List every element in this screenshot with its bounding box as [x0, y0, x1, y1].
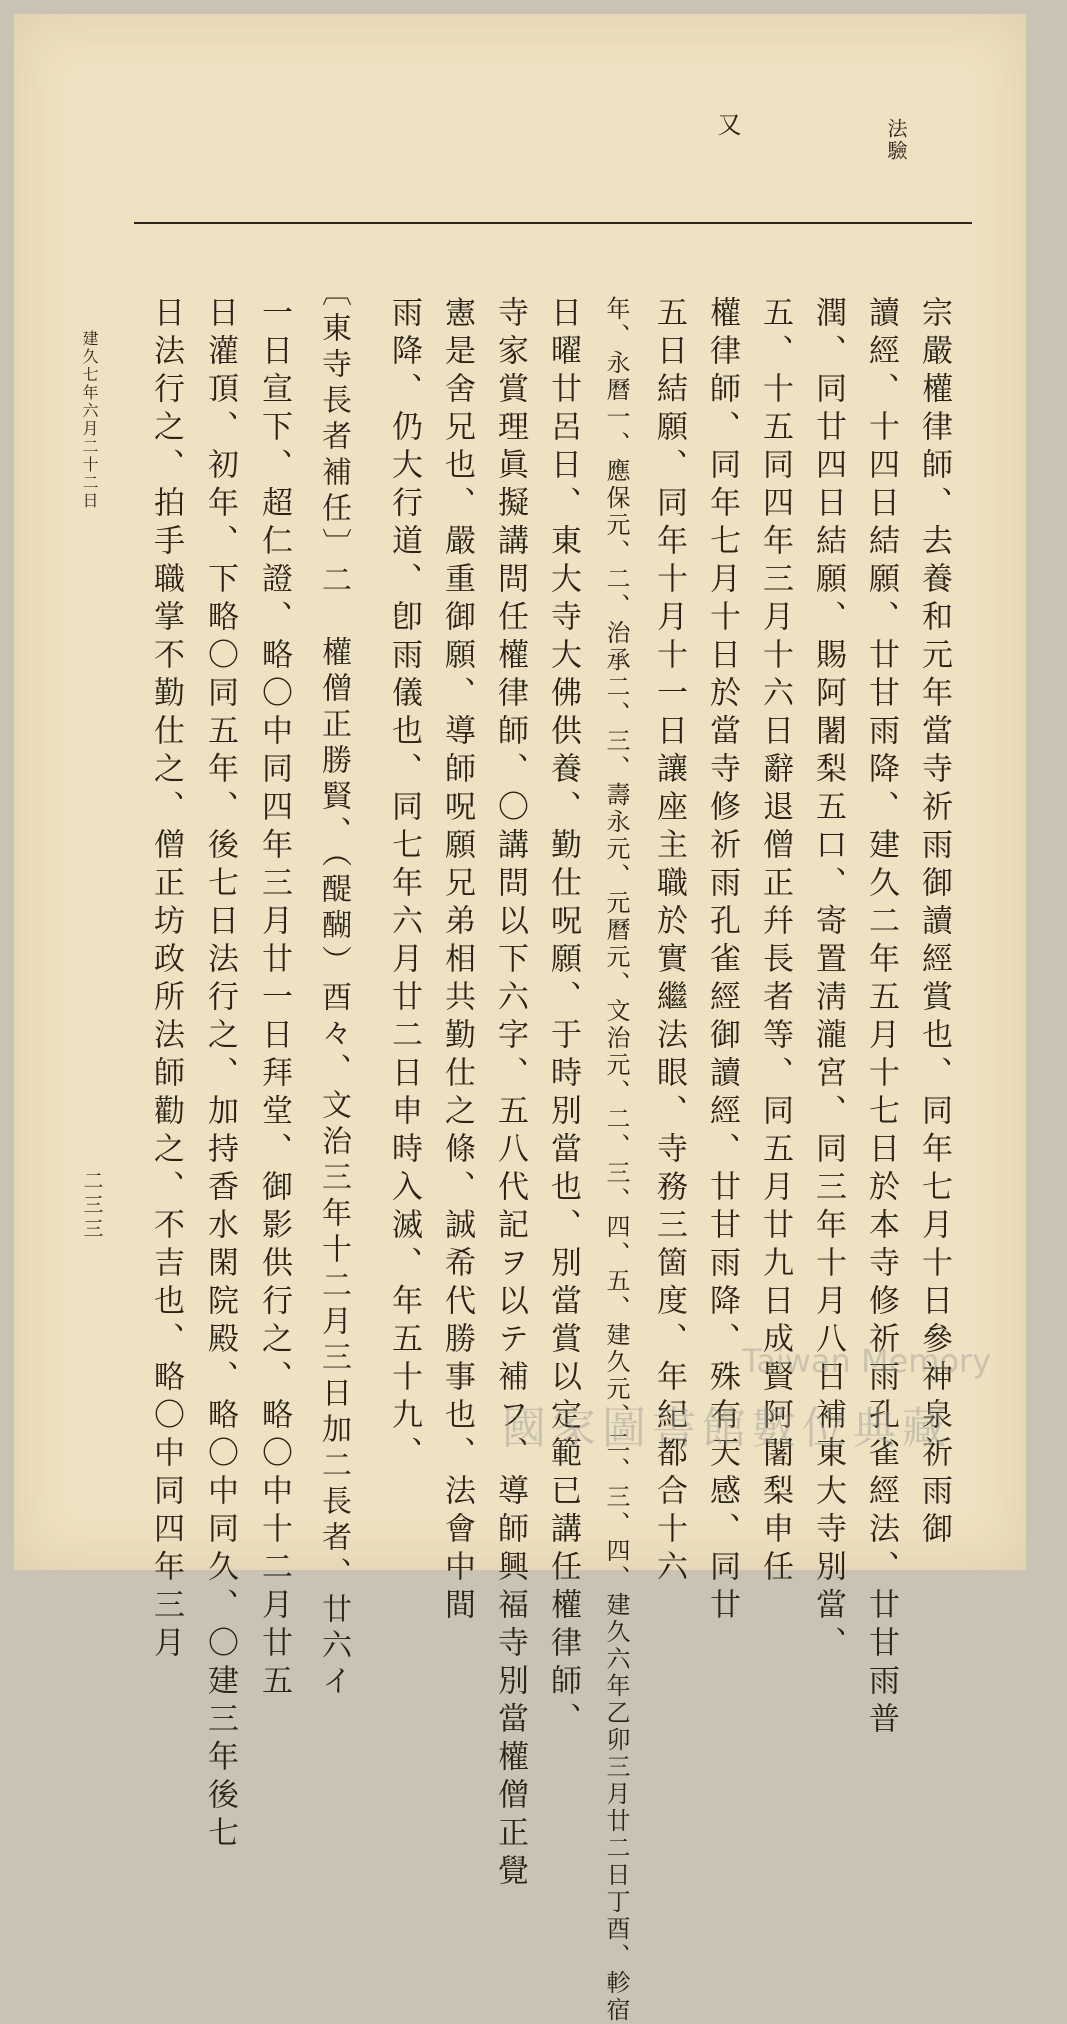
document-page [14, 14, 1026, 2024]
text-column: 憲是舍兄也、嚴重御願、導師呪願兄弟相共勤仕之條、誠希代勝事也、法會中間 [439, 296, 475, 1626]
text-column: 日灌頂、初年、下略〇同五年、後七日法行之、加持香水閑院殿、略〇中同久、〇建三年後七 [202, 296, 238, 1854]
text-column: 宗嚴權律師、去養和元年當寺祈雨御讀經賞也、同年七月十日參神泉祈雨御 [916, 296, 952, 1550]
text-column: 讀經、十四日結願、廿甘雨降、建久二年五月十七日於本寺修祈雨孔雀經法、廿甘雨普 [863, 296, 899, 1740]
header-right-label: 法驗 [884, 118, 908, 162]
page-number: 二三三 [80, 1170, 104, 1242]
text-column: 潤、同廿四日結願、賜阿闍梨五口、寄置淸瀧宮、同三年十月八日補東大寺別當、 [810, 296, 846, 1664]
margin-date: 建久七年六月二十二日 [80, 330, 99, 510]
text-column: 權律師、同年七月十日於當寺修祈雨孔雀經御讀經、廿甘雨降、殊有天感、同廿 [704, 296, 740, 1626]
header-center-label: 又 [713, 112, 741, 136]
text-column: 寺家賞理眞擬講問任權律師、〇講問以下六字、五八代記ヲ以テ補フ、導師興福寺別當權僧正覺 [492, 296, 528, 1892]
text-column: 年、永曆一、應保元、二、治承二、三、壽永元、元曆元、文治元、二、三、四、五、建久元、二、三、四、建久六年乙卯三月廿二日丁酉、軫宿 [602, 296, 630, 2024]
watermark-english: Taiwan Memory [742, 1342, 992, 1380]
text-column: 一日宣下、超仁證、略〇中同四年三月廿一日拜堂、御影供行之、略〇中十二月廿五 [256, 296, 292, 1702]
text-column-heading: 〔東寺長者補任〕二 權僧正勝賢、（醍醐）酉々、文治三年十二月三日加二長者、廿六イ [316, 276, 351, 1701]
header-rule [134, 222, 972, 224]
text-column: 日曜廿呂日、東大寺大佛供養、勤仕呪願、于時別當也、別當賞以定範已講任權律師、 [545, 296, 581, 1740]
text-column: 五日結願、同年十月十一日讓座主職於實繼法眼、寺務三箇度、年紀都合十六 [651, 296, 687, 1588]
watermark-chinese: 國家圖書館數位典藏 [502, 1403, 952, 1454]
text-column: 五、十五同四年三月十六日辭退僧正幷長者等、同五月廿九日成賢阿闍梨申任 [757, 296, 793, 1588]
text-column: 雨降、仍大行道、卽雨儀也、同七年六月廿二日申時入滅、年五十九、 [386, 296, 422, 1474]
text-column: 日法行之、拍手職掌不勤仕之、僧正坊政所法師勸之、不吉也、略〇中同四年三月 [148, 296, 184, 1664]
